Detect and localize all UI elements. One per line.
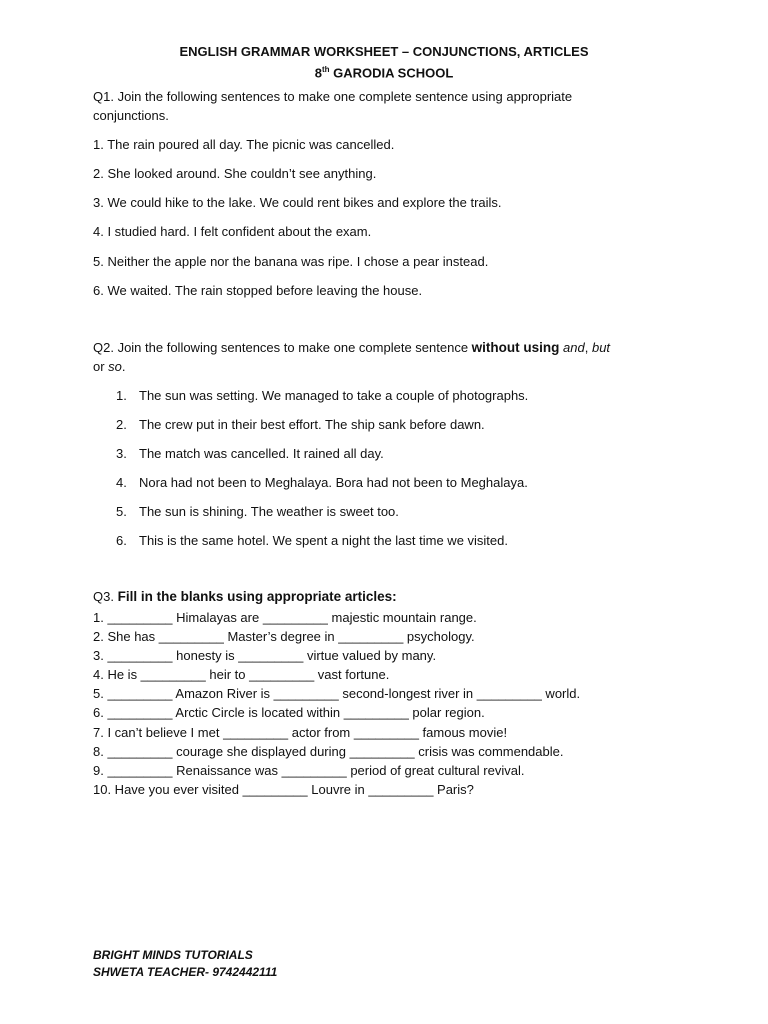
q2-prompt-line1 [93,339,610,357]
q2-item-text: The match was cancelled. It rained all day. [139,446,384,461]
q2-item-number: 2. [116,417,127,432]
q1-item: 1. The rain poured all day. The picnic was cancelled. [93,137,395,152]
q2-item-number: 3. [116,446,127,461]
worksheet-title: ENGLISH GRAMMAR WORKSHEET – CONJUNCTIONS, ARTICLES [179,44,589,59]
q2-period: . [121,359,126,374]
q2-prompt-text: Q2. Join the following sentences to make one complete sentence [93,340,472,355]
q1-item: 5. Neither the apple nor the banana was ripe. I chose a pear instead. [93,254,489,269]
q1-item: 4. I studied hard. I felt confident about the exam. [93,224,372,239]
q2-comma: , [584,340,592,355]
q2-item-text: Nora had not been to Meghalaya. Bora had not been to Meghalaya. [139,475,528,490]
q3-item: 2. She has _________ Master’s degree in _________ psychology. [93,629,475,644]
q1-prompt-line2: conjunctions. [93,108,169,123]
q2-item-text: The sun is shining. The weather is sweet too. [139,504,399,519]
q2-word-so: so [108,359,122,374]
footer-tutorial-name: BRIGHT MINDS TUTORIALS [93,948,253,962]
q3-item: 1. _________ Himalayas are _________ majestic mountain range. [93,610,477,625]
q2-word-and: and [563,340,585,355]
q3-item: 7. I can’t believe I met _________ actor from _________ famous movie! [93,725,508,740]
q1-prompt-line1: Q1. Join the following sentences to make one complete sentence using appropriate [93,89,573,104]
q3-item: 8. _________ courage she displayed during _________ crisis was commendable. [93,744,564,759]
q2-item-text: This is the same hotel. We spent a night the last time we visited. [139,533,508,548]
q2-prompt-emphasis: without using [471,340,560,355]
q3-item: 10. Have you ever visited _________ Louvre in _________ Paris? [93,782,474,797]
q2-word-but: but [591,340,611,355]
footer-teacher-contact: SHWETA TEACHER- 9742442111 [93,965,278,979]
q2-item-text: The crew put in their best effort. The ship sank before dawn. [139,417,485,432]
q3-label: Q3. [93,589,118,604]
q2-item [116,445,384,463]
q3-prompt [93,588,397,606]
q2-item [116,503,399,521]
q2-item-number: 4. [116,475,127,490]
q2-item-number: 6. [116,533,127,548]
q2-item [116,387,528,405]
grade-number: 8 [314,65,322,81]
q1-item: 2. She looked around. She couldn’t see anything. [93,166,377,181]
q2-item [116,532,508,550]
q2-or: or [93,359,109,374]
q3-item: 4. He is _________ heir to _________ vast fortune. [93,667,390,682]
q2-item [116,474,528,492]
q2-item-number: 5. [116,504,127,519]
q1-item: 6. We waited. The rain stopped before leaving the house. [93,283,423,298]
q3-item: 9. _________ Renaissance was _________ period of great cultural revival. [93,763,525,778]
q3-item: 3. _________ honesty is _________ virtue valued by many. [93,648,437,663]
q2-prompt-line2 [93,358,126,376]
school-line [0,61,768,82]
q1-item: 3. We could hike to the lake. We could rent bikes and explore the trails. [93,195,502,210]
q3-instruction: Fill in the blanks using appropriate articles: [117,589,397,604]
q2-item [116,416,485,434]
q2-item-number: 1. [116,388,127,403]
school-name: GARODIA SCHOOL [333,65,454,81]
q3-item: 5. _________ Amazon River is _________ second-longest river in _________ world. [93,686,581,701]
grade-suffix: th [321,65,330,74]
q2-item-text: The sun was setting. We managed to take a couple of photographs. [139,388,529,403]
q3-item: 6. _________ Arctic Circle is located within _________ polar region. [93,705,485,720]
